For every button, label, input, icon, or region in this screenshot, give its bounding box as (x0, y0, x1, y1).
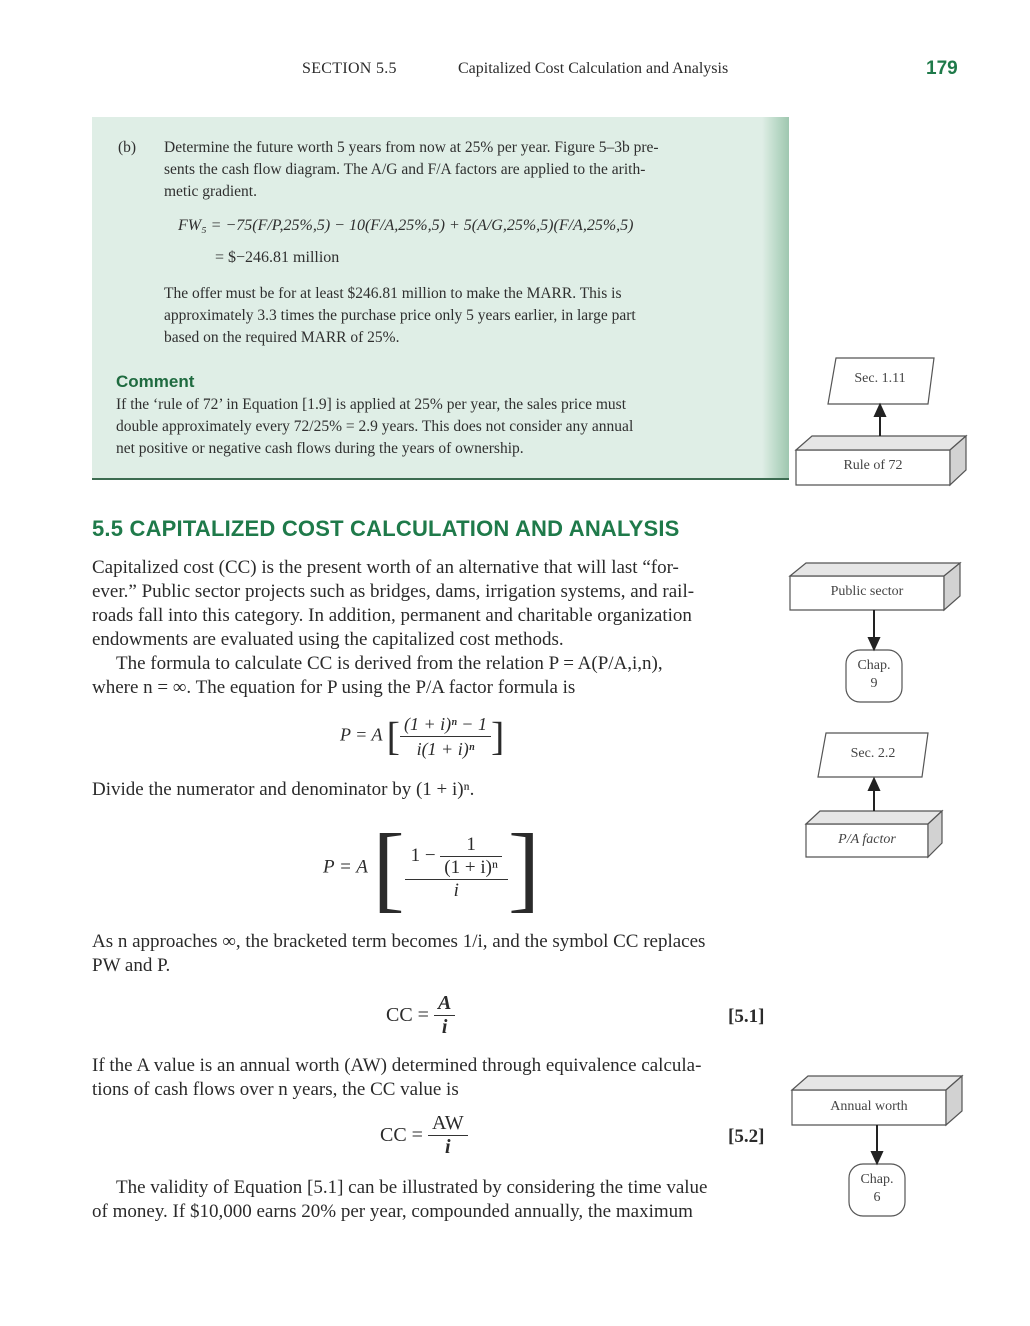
text-line: based on the required MARR of 25%. (164, 329, 400, 346)
running-header-section: SECTION 5.5 (302, 60, 397, 77)
equation-denominator: i(1 + i)ⁿ (416, 739, 475, 759)
running-header-title: Capitalized Cost Calculation and Analysis (458, 60, 729, 77)
margin-ref-chap-9 (846, 657, 902, 693)
text-line: PW and P. (92, 955, 171, 976)
text-line: Capitalized cost (CC) is the present worth of an alternative that will last “for- (92, 557, 679, 578)
chap-label: Chap. (857, 658, 891, 673)
equation-denominator: i (441, 1016, 448, 1038)
equation-divided: P = A [ 1 − $\frac{1}{\text{(1 + i)ⁿ}}$ i ] (323, 814, 540, 921)
text-line: net positive or negative cash flows during the years of ownership. (116, 440, 524, 457)
text-line: Determine the future worth 5 years from now at 25% per year. Figure 5–3b pre- (164, 139, 659, 156)
example-part-label: (b) (118, 139, 137, 156)
text-line: where n = ∞. The equation for P using the P/A factor formula is (92, 677, 576, 698)
text-line: tions of cash flows over n years, the CC value is (92, 1079, 459, 1100)
chap-number: 9 (870, 676, 878, 691)
chap-number: 6 (873, 1190, 881, 1205)
margin-ref-annual-worth: Annual worth (830, 1099, 908, 1114)
text-line: roads fall into this category. In addition, permanent and charitable organization (92, 605, 692, 626)
text-line: The offer must be for at least $246.81 million to make the MARR. This is (164, 285, 622, 302)
text-line: sents the cash flow diagram. The A/G and F/A factors are applied to the arith- (164, 161, 646, 178)
equation-numerator: A (434, 992, 455, 1016)
text-line: double approximately every 72/25% = 2.9 years. This does not consider any annual (116, 418, 634, 435)
text-line: ever.” Public sector projects such as bridges, dams, irrigation systems, and rail- (92, 581, 695, 602)
text-line: If the ‘rule of 72’ in Equation [1.9] is applied at 25% per year, the sales price must (116, 396, 626, 413)
fw5-equation-line1: FW₅ = −75(F/P,25%,5) − 10(F/A,25%,5) + 5(A/G,25%,5)(F/A,25%,5) (178, 217, 634, 234)
chap-label: Chap. (860, 1172, 894, 1187)
equation-numerator: AW (428, 1112, 468, 1136)
fw5-equation-line2: = $−246.81 million (215, 249, 340, 266)
text-line: endowments are evaluated using the capitalized cost methods. (92, 629, 564, 650)
equation-lhs: P = A (340, 724, 383, 745)
text-line: If the A value is an annual worth (AW) determined through equivalence calcula- (92, 1055, 702, 1076)
equation-numerator: (1 + i)ⁿ − 1 (400, 712, 491, 737)
inner-numerator: 1 (440, 834, 502, 857)
equation-number-5-1: [5.1] (728, 1006, 765, 1027)
margin-ref-pa-factor: P/A factor (838, 832, 896, 847)
text-line: As n approaches ∞, the bracketed term becomes 1/i, and the symbol CC replaces (92, 931, 706, 952)
margin-ref-chap-6 (849, 1171, 905, 1207)
equation-lhs: CC = (380, 1124, 423, 1146)
equation-one-minus: 1 − (410, 844, 436, 866)
margin-ref-sec-2-2: Sec. 2.2 (850, 746, 896, 761)
equation-number-5-2: [5.2] (728, 1126, 765, 1147)
equation-denominator: i (445, 1136, 451, 1158)
margin-ref-rule-of-72: Rule of 72 (843, 458, 903, 473)
margin-ref-sec-1-11: Sec. 1.11 (854, 371, 906, 386)
paragraph-divide: Divide the numerator and denominator by (1 + i)ⁿ. (92, 779, 475, 800)
text-line: The formula to calculate CC is derived from the relation P = A(P/A,i,n), (116, 653, 663, 674)
text-line: of money. If $10,000 earns 20% per year, compounded annually, the maximum (92, 1201, 693, 1222)
page-number: 179 (926, 58, 958, 79)
text-line: approximately 3.3 times the purchase price only 5 years earlier, in large part (164, 307, 636, 324)
equation-pa-factor: P = A [ $\frac{\text{(1 + i)ⁿ − 1}}{\text{i(1 + i)ⁿ}}$ ] (340, 713, 505, 759)
margin-ref-public-sector: Public sector (830, 584, 904, 599)
text-line: metic gradient. (164, 183, 257, 200)
inner-denominator: (1 + i)ⁿ (444, 856, 498, 878)
text-line: The validity of Equation [5.1] can be illustrated by considering the time value (116, 1177, 708, 1198)
equation-lhs: P = A (323, 856, 368, 878)
comment-heading: Comment (116, 372, 195, 391)
equation-lhs: CC = (386, 1004, 429, 1026)
equation-denominator: i (453, 879, 459, 901)
section-heading: 5.5 CAPITALIZED COST CALCULATION AND ANALYSIS (92, 516, 680, 541)
